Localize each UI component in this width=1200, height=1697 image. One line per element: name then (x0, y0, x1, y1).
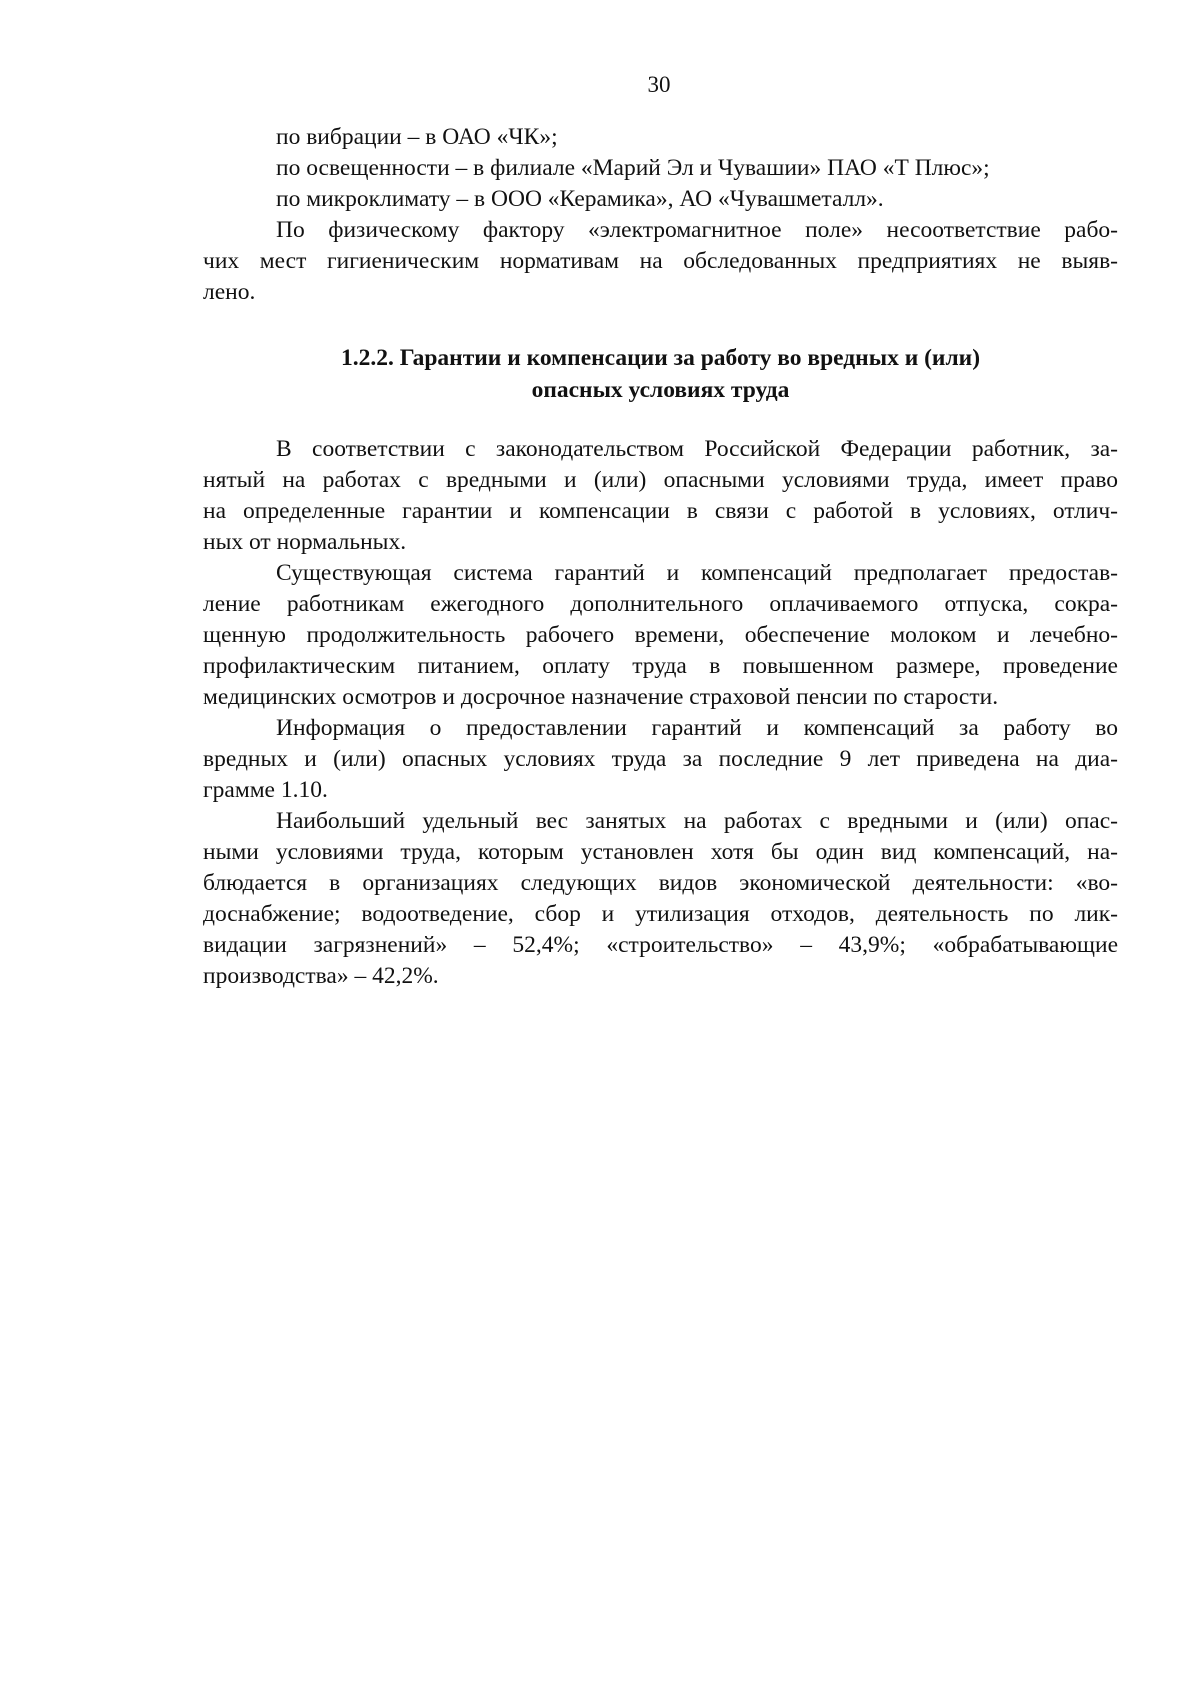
emf-paragraph (203, 215, 1118, 308)
intro-list (203, 122, 1118, 215)
paragraph-largest-share (203, 806, 1118, 992)
paragraph-line: Информация о предоставлении гарантий и компенсаций за работу во (276, 715, 1118, 741)
paragraph-guarantee-system (203, 558, 1118, 713)
paragraph-line: доснабжение; водоотведение, сбор и утилизация отходов, деятельность по лик- (203, 901, 1118, 927)
paragraph-diagram-reference (203, 713, 1118, 806)
emf-line-2: чих мест гигиеническим нормативам на обследованных предприятиях не выяв- (203, 248, 1118, 274)
section-heading (203, 342, 1118, 406)
paragraph-line: профилактическим питанием, оплату труда в повышенном размере, проведение (203, 653, 1118, 679)
paragraph-line: ных от нормальных. (203, 529, 407, 555)
intro-line-microclimate: по микроклимату – в ООО «Керамика», АО «Чувашметалл». (276, 186, 884, 212)
paragraph-line: вредных и (или) опасных условиях труда за последние 9 лет приведена на диа- (203, 746, 1118, 772)
emf-line-1: По физическому фактору «электромагнитное поле» несоответствие рабо- (276, 217, 1118, 243)
intro-line-vibration: по вибрации – в ОАО «ЧК»; (276, 124, 558, 150)
paragraph-line: ными условиями труда, которым установлен хотя бы один вид компенсаций, на- (203, 839, 1118, 865)
paragraph-legislation (203, 434, 1118, 558)
paragraph-line: грамме 1.10. (203, 777, 328, 803)
document-body (203, 122, 1118, 992)
paragraph-line: медицинских осмотров и досрочное назначение страховой пенсии по старости. (203, 684, 999, 710)
paragraph-line: щенную продолжительность рабочего времени, обеспечение молоком и лечебно- (203, 622, 1118, 648)
section-heading-line-2: опасных условиях труда (531, 377, 790, 403)
paragraph-line: Наибольший удельный вес занятых на работах с вредными и (или) опас- (276, 808, 1118, 834)
paragraph-line: Существующая система гарантий и компенсаций предполагает предостав- (276, 560, 1118, 586)
paragraph-line: производства» – 42,2%. (203, 963, 439, 989)
paragraph-line: на определенные гарантии и компенсации в связи с работой в условиях, отлич- (203, 498, 1118, 524)
section-heading-line-1: 1.2.2. Гарантии и компенсации за работу во вредных и (или) (340, 345, 981, 371)
intro-line-lighting: по освещенности – в филиале «Марий Эл и Чувашии» ПАО «Т Плюс»; (276, 155, 990, 181)
paragraph-line: блюдается в организациях следующих видов экономической деятельности: «во- (203, 870, 1118, 896)
paragraph-line: видации загрязнений» – 52,4%; «строительство» – 43,9%; «обрабатывающие (203, 932, 1118, 958)
emf-line-3: лено. (203, 279, 256, 305)
paragraph-line: В соответствии с законодательством Российской Федерации работник, за- (276, 436, 1118, 462)
paragraph-line: нятый на работах с вредными и (или) опасными условиями труда, имеет право (203, 467, 1118, 493)
page-number: 30 (647, 72, 671, 97)
paragraph-line: ление работникам ежегодного дополнительного оплачиваемого отпуска, сокра- (203, 591, 1118, 617)
